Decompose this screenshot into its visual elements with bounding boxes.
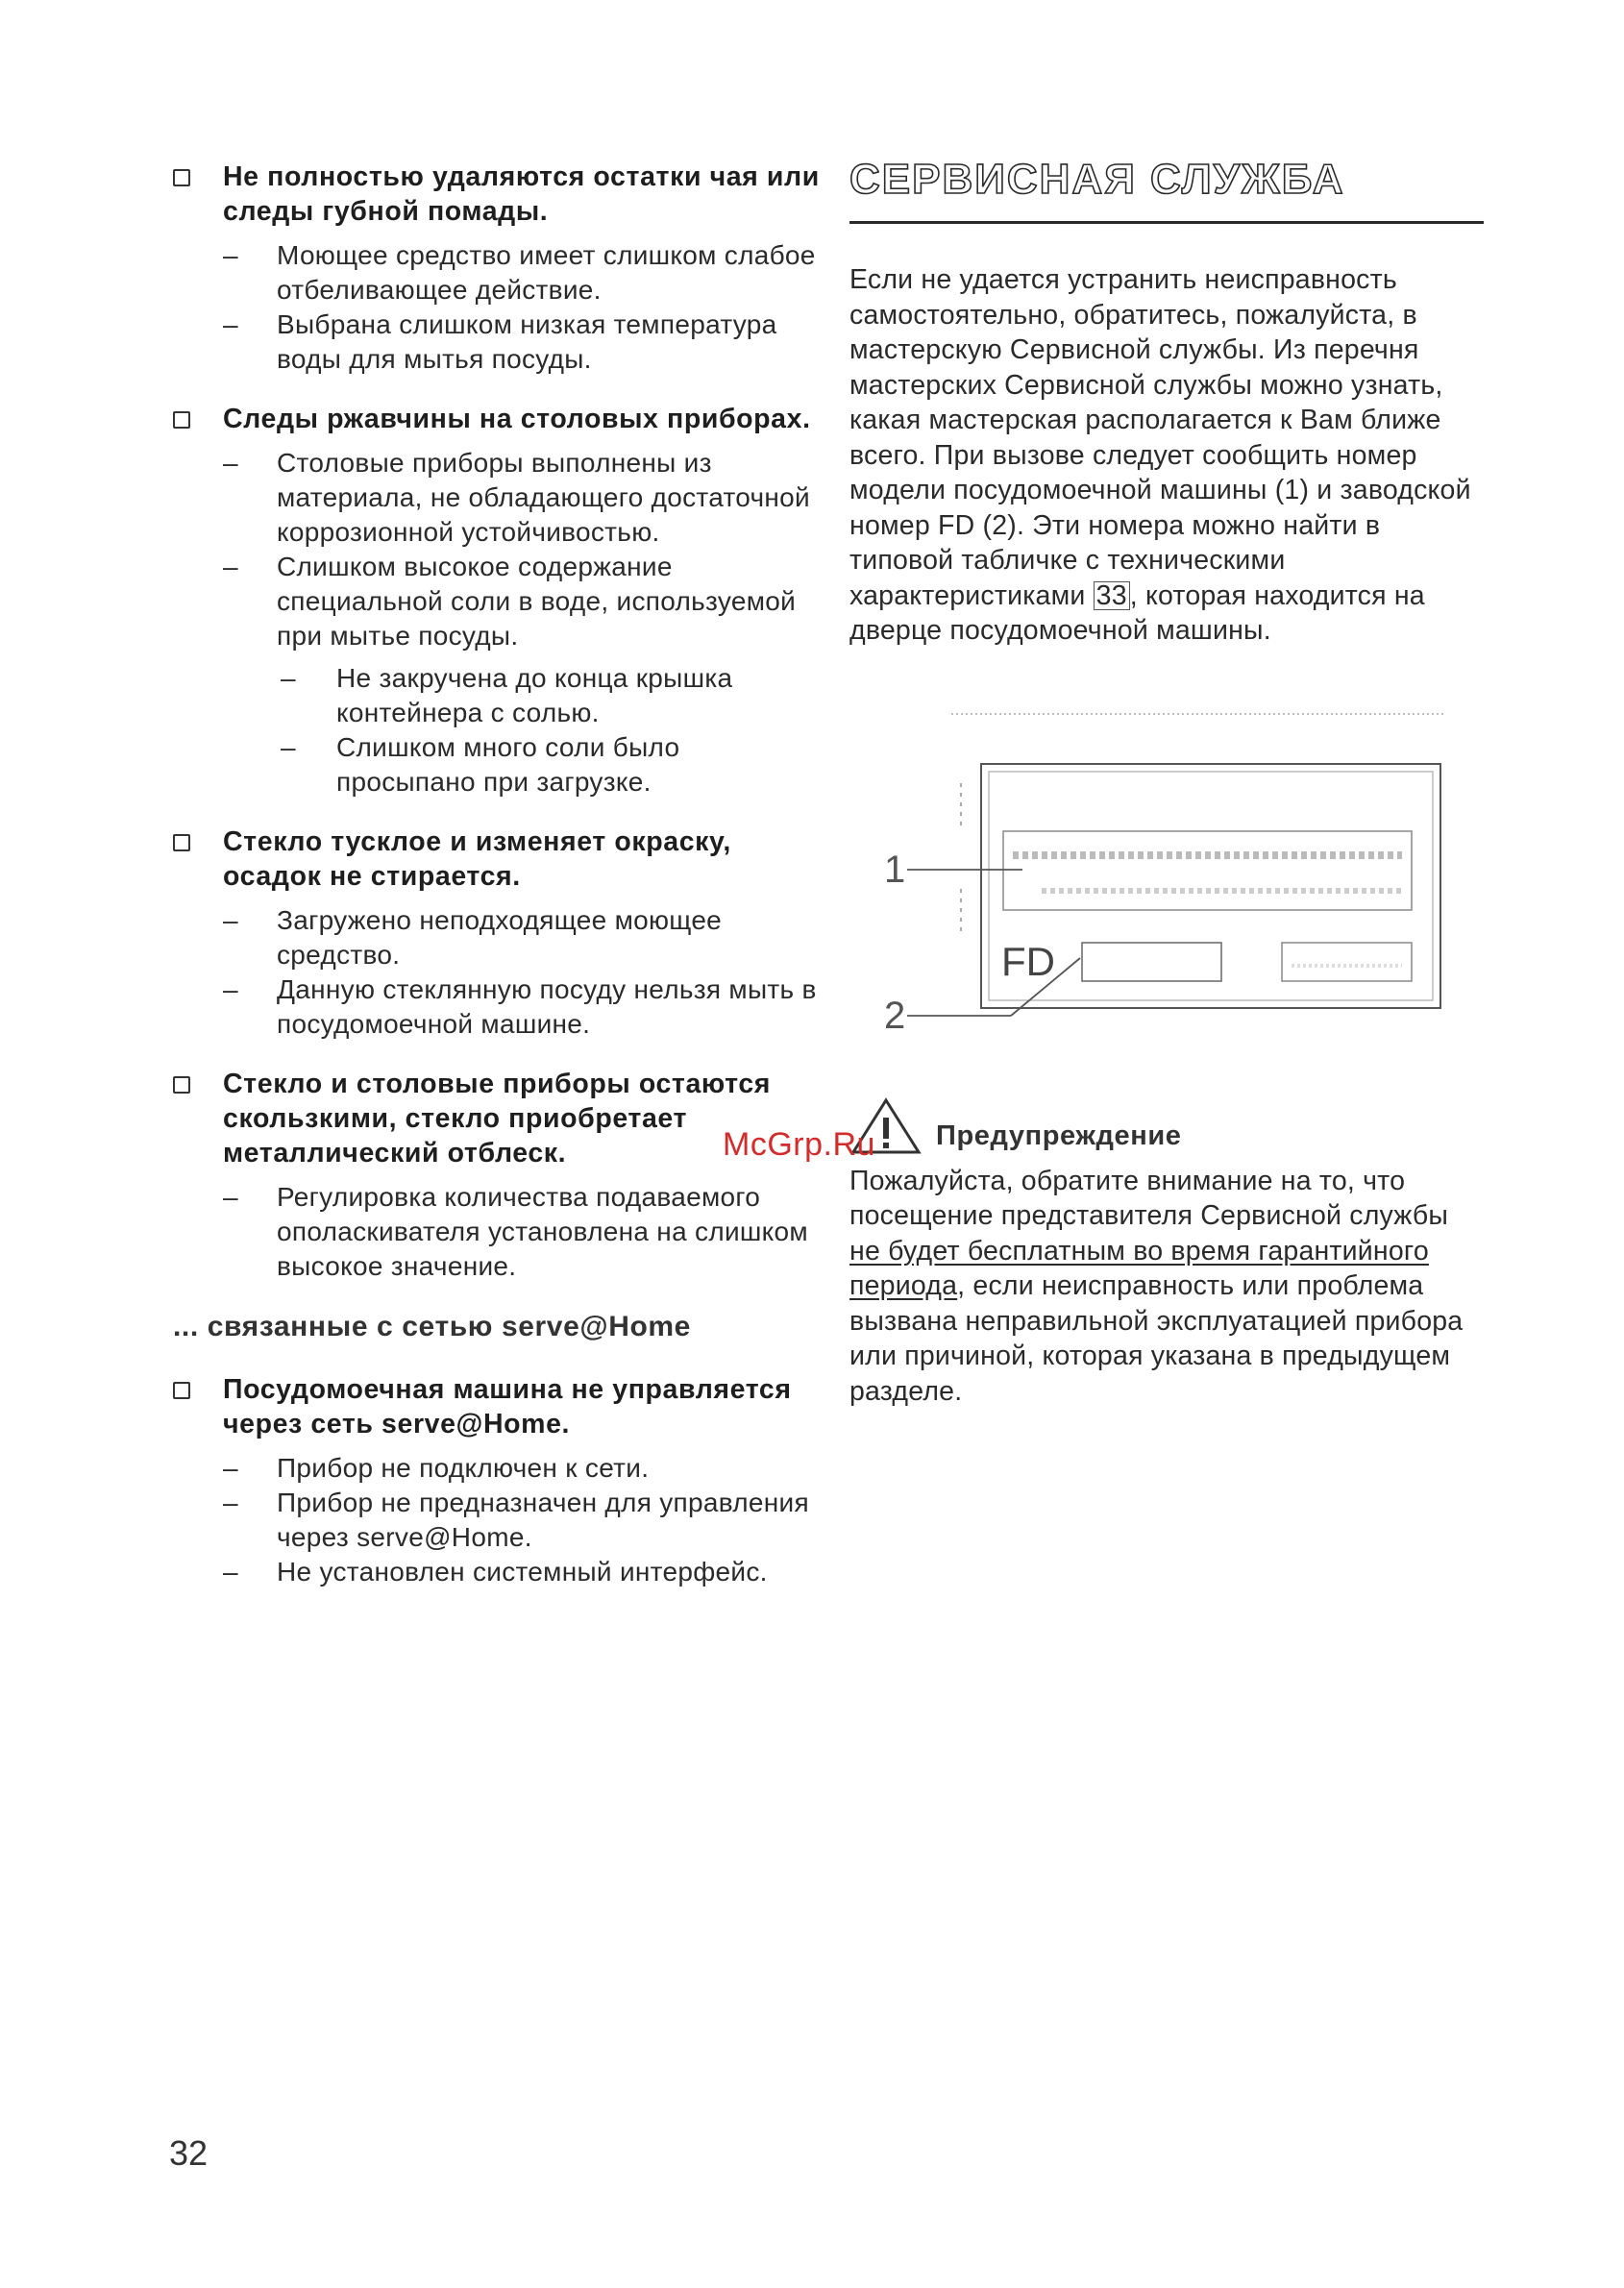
service-text-end: , которая находится на дверце посудомоечной машины. xyxy=(849,579,1425,646)
warning-title: Предупреждение xyxy=(936,1119,1182,1151)
cause-list xyxy=(223,1451,823,1589)
issue-title: Не полностью удаляются остатки чая или следы губной помады. xyxy=(223,161,820,227)
title-divider xyxy=(849,221,1484,224)
subcause-item: – Не закручена до конца крышка контейнера с солью. xyxy=(336,661,823,730)
cause-item: – Слишком высокое содержание специальной соли в воде, используемой при мытье посуды. xyxy=(277,550,823,653)
checkbox-bullet-icon xyxy=(173,1382,190,1399)
cause-item: – Регулировка количества подаваемого ополаскивателя установлена на слишком высокое значение. xyxy=(277,1180,823,1284)
checkbox-bullet-icon xyxy=(173,834,190,851)
issue-title: Стекло тусклое и изменяет окраску, осадок не стирается. xyxy=(223,826,731,892)
figure-label-2: 2 xyxy=(884,994,906,1037)
rating-plate-diagram xyxy=(849,687,1445,1091)
watermark: McGrp.Ru xyxy=(723,1126,875,1163)
service-column xyxy=(849,154,1484,1409)
figure-label-1: 1 xyxy=(884,848,906,891)
network-section-heading: ... связанные с сетью serve@Home xyxy=(173,1311,691,1342)
warning-underlined-text: не будет бесплатным во время гарантийного периода xyxy=(849,1235,1429,1301)
issue-title: Следы ржавчины на столовых приборах. xyxy=(223,404,811,434)
issue-network xyxy=(169,1372,823,1589)
cause-item: – Столовые приборы выполнены из материала, не обладающего достаточной коррозионной устойчивостью. xyxy=(277,446,823,550)
service-paragraph xyxy=(849,262,1484,649)
troubleshooting-column xyxy=(169,160,823,1614)
subcause-list xyxy=(223,661,823,800)
cause-item: – Загружено неподходящее моющее средство. xyxy=(277,903,823,972)
checkbox-bullet-icon xyxy=(173,411,190,429)
issue-glass-slippery xyxy=(169,1067,823,1284)
rating-plate-figure xyxy=(849,687,1445,1091)
fd-label: FD xyxy=(1001,938,1055,984)
warning-paragraph xyxy=(849,1164,1484,1410)
service-text-start: Если не удается устранить неисправность самостоятельно, обратитесь, пожалуйста, в мастерскую Сервисной службы. Из перечня мастерских Сервисной службы можно узнать, какая мастерская располагается к Вам ближе всего. При вызове следует сообщить номер модели посудомоечной машины (1) и заводской номер FD (2). Эти номера можно найти в типовой табличке с техническими характеристиками xyxy=(849,264,1471,611)
cause-item: – Моющее средство имеет слишком слабое отбеливающее действие. xyxy=(277,238,823,308)
cause-item: – Не установлен системный интерфейс. xyxy=(277,1555,823,1589)
cause-list xyxy=(223,1180,823,1284)
cause-item: – Прибор не предназначен для управления через serve@Home. xyxy=(277,1486,823,1555)
service-title: СЕРВИСНАЯ СЛУЖБА xyxy=(849,156,1345,203)
cause-list xyxy=(223,446,823,653)
issue-title: Посудомоечная машина не управляется через сеть serve@Home. xyxy=(223,1374,792,1439)
issue-tea-lipstick xyxy=(169,160,823,377)
warning-header xyxy=(849,1096,1484,1156)
subcause-item: – Слишком много соли было просыпано при загрузке. xyxy=(336,730,823,800)
reference-number-box: 33 xyxy=(1094,581,1130,610)
cause-item: – Выбрана слишком низкая температура воды для мытья посуды. xyxy=(277,308,823,377)
issue-glass-dull xyxy=(169,824,823,1042)
page-number: 32 xyxy=(169,2133,209,2173)
checkbox-bullet-icon xyxy=(173,169,190,186)
cause-item: – Данную стеклянную посуду нельзя мыть в посудомоечной машине. xyxy=(277,972,823,1042)
checkbox-bullet-icon xyxy=(173,1076,190,1094)
cause-item: – Прибор не подключен к сети. xyxy=(277,1451,823,1486)
issue-rust xyxy=(169,402,823,800)
cause-list xyxy=(223,238,823,377)
cause-list xyxy=(223,903,823,1042)
warning-text-start: Пожалуйста, обратите внимание на то, что посещение представителя Сервисной службы xyxy=(849,1165,1449,1231)
issue-title: Стекло и столовые приборы остаются скользкими, стекло приобретает металлический отблеск. xyxy=(223,1069,771,1169)
warning-text-end: , если неисправность или проблема вызвана неправильной эксплуатацией прибора или причиной, которая указана в предыдущем разделе. xyxy=(849,1270,1464,1407)
